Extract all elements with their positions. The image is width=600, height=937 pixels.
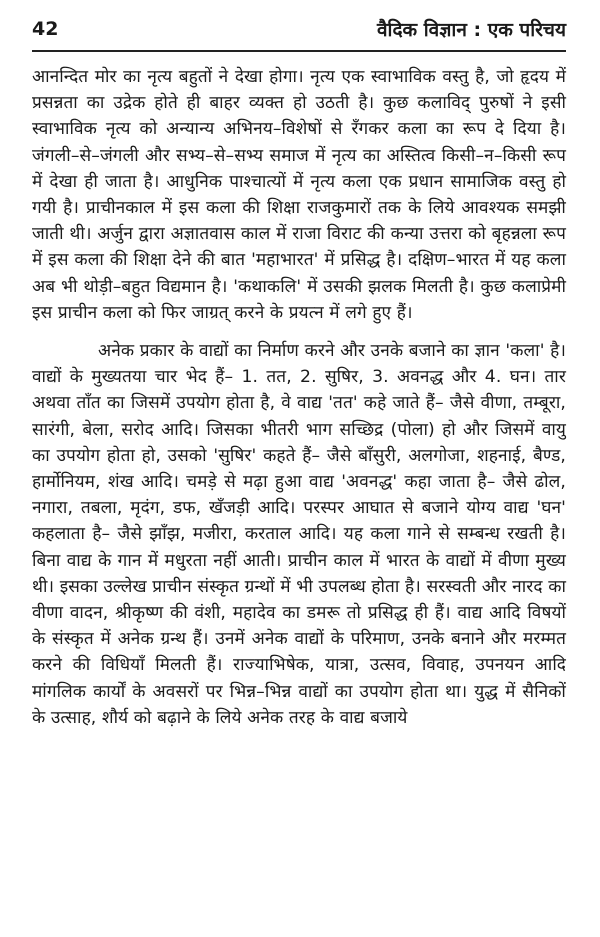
paragraph-instruments: अनेक प्रकार के वाद्यों का निर्माण करने और उनके बजाने का ज्ञान 'कला' है। वाद्यों के मुख्यतया चार भेद हैं– 1. तत, 2. सुषिर, 3. अवनद्ध और 4. घन। तार अथवा ताँत का जिसमें उपयोग होता है, वे वाद्य 'तत' कहे जाते हैं– जैसे वीणा, तम्बूरा, सारंगी, बेला, सरोद आदि। जिसका भीतरी भाग सच्छिद्र (पोला) हो और जिसमें वायु का उपयोग होता हो, उसको 'सुषिर' कहते हैं– जैसे बाँसुरी, अलगोजा, शहनाई, बैण्ड, हार्मोनियम, शंख आदि। चमड़े से मढ़ा हुआ वाद्य 'अवनद्ध' कहा जाता है– जैसे ढोल, नगारा, तबला, मृदंग, डफ, खँजड़ी आदि। परस्पर आघात से बजाने योग्य वाद्य 'घन' कहलाता है– जैसे झाँझ, मजीरा, करताल आदि। यह कला गाने से सम्बन्ध रखती है। बिना वाद्य के गान में मधुरता नहीं आती। प्राचीन काल में भारत के वाद्यों में वीणा मुख्य थी। इसका उल्लेख प्राचीन संस्कृत ग्रन्थों में भी उपलब्ध होता है। सरस्वती और नारद का वीणा वादन, श्रीकृष्ण की वंशी, महादेव का डमरू तो प्रसिद्ध ही हैं। वाद्य आदि विषयों के संस्कृत में अनेक ग्रन्थ हैं। उनमें अनेक वाद्यों के परिमाण, उनके बनाने और मरम्मत करने की विधियाँ मिलती हैं। राज्याभिषेक, यात्रा, उत्सव, विवाह, उपनयन आदि मांगलिक कार्यों के अवसरों पर भिन्न–भिन्न वाद्यों का उपयोग होता था। युद्ध में सैनिकों के उत्साह, शौर्य को बढ़ाने के लिये अनेक तरह के वाद्य बजाये [32, 341, 566, 728]
paragraph-dance: आनन्दित मोर का नृत्य बहुतों ने देखा होगा। नृत्य एक स्वाभाविक वस्तु है, जो हृदय में प्रसन्नता का उद्रेक होते ही बाहर व्यक्त हो उठती है। कुछ कलाविद् पुरुषों ने इसी स्वाभाविक नृत्य को अन्यान्य अभिनय–विशेषों से रँगकर कला का रूप दे दिया है। जंगली–से–जंगली और सभ्य–से–सभ्य समाज में नृत्य का अस्तित्व किसी–न–किसी रूप में देखा ही जाता है। आधुनिक पाश्चात्यों में नृत्य कला एक प्रधान सामाजिक वस्तु हो गयी है। प्राचीनकाल में इस कला की शिक्षा राजकुमारों तक के लिये आवश्यक समझी जाती थी। अर्जुन द्वारा अज्ञातवास काल में राजा विराट की कन्या उत्तरा को बृहन्नला रूप में इस कला की शिक्षा देने की बात 'महाभारत' में प्रसिद्ध है। दक्षिण–भारत में यह कला अब भी थोड़ी–बहुत विद्यमान है। 'कथाकलि' में उसकी झलक मिलती है। कुछ कलाप्रेमी इस प्राचीन कला को फिर जाग्रत् करने के प्रयत्न में लगे हुए हैं। [32, 67, 566, 323]
page-number: 42 [32, 18, 59, 40]
page-body [32, 64, 566, 731]
page-header [32, 16, 566, 52]
running-title: वैदिक विज्ञान : एक परिचय [376, 19, 566, 41]
